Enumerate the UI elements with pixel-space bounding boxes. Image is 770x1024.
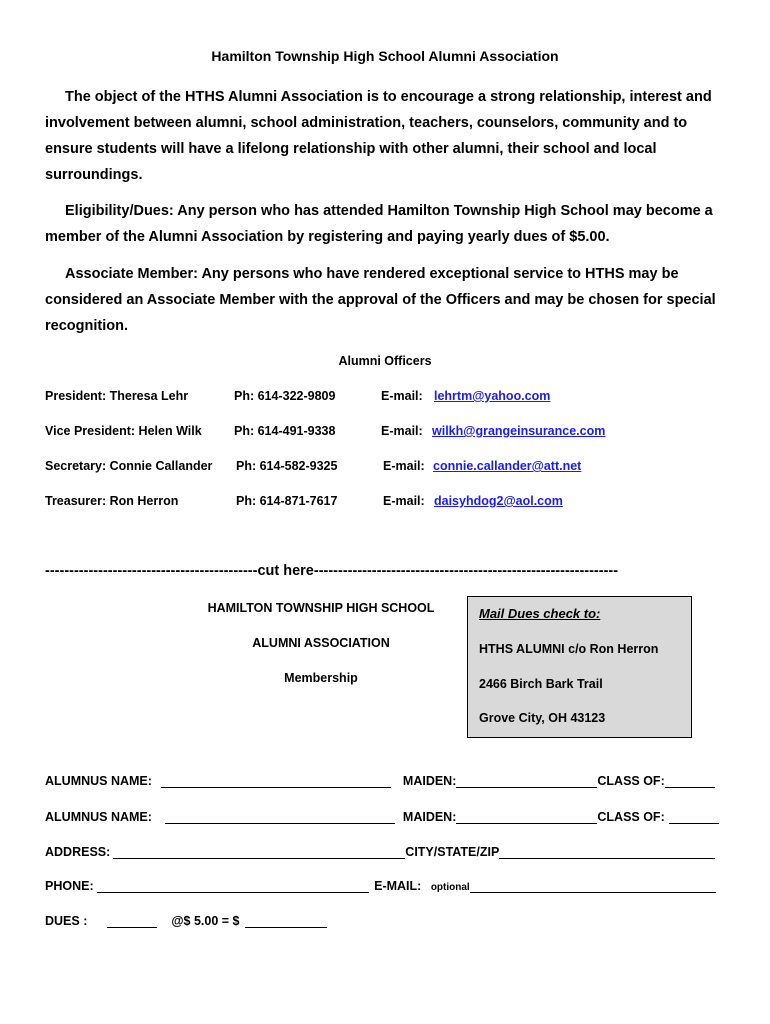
address-row [45, 845, 715, 859]
officer-phone: Ph: 614-322-9809 [234, 389, 336, 403]
maiden-field[interactable] [456, 774, 597, 788]
mail-address-line: Grove City, OH 43123 [479, 711, 606, 725]
maiden-field[interactable] [456, 810, 597, 824]
page-title: Hamilton Township High School Alumni Association [211, 48, 559, 64]
dues-row [45, 914, 327, 928]
phone-label: PHONE: [45, 879, 94, 893]
alumnus-name-field[interactable] [165, 810, 395, 824]
city-state-zip-field[interactable] [499, 845, 715, 859]
form-heading-membership: Membership [284, 671, 358, 685]
alumnus-name-label: ALUMNUS NAME: [45, 774, 152, 788]
object-paragraph: The object of the HTHS Alumni Association is to encourage a strong relationship, interest and involvement between alumni, school administration, teachers, counselors, community and to ensure students will have a lifelong relationship with other alumni, their school and local surroundings. [45, 89, 712, 183]
officer-phone: Ph: 614-582-9325 [236, 459, 338, 473]
email-optional-note: optional [430, 882, 470, 893]
alumnus-name-label: ALUMNUS NAME: [45, 810, 152, 824]
officer-role: Vice President: Helen Wilk [45, 424, 202, 438]
email-label: E-mail: [381, 389, 423, 403]
associate-member-paragraph: Associate Member: Any persons who have rendered exceptional service to HTHS may be considered an Associate Member with the approval of the Officers and may be chosen for special recognition. [45, 266, 716, 334]
maiden-label: MAIDEN: [402, 774, 457, 788]
officer-role: Secretary: Connie Callander [45, 459, 213, 473]
maiden-label: MAIDEN: [402, 810, 457, 824]
email-label: E-mail: [383, 459, 425, 473]
alumnus-row-2 [45, 810, 719, 824]
officer-email-link[interactable]: connie.callander@att.net [433, 459, 582, 473]
officer-phone: Ph: 614-491-9338 [234, 424, 336, 438]
phone-email-row [45, 879, 716, 893]
officer-role: President: Theresa Lehr [45, 389, 189, 403]
officer-email-link[interactable]: lehrtm@yahoo.com [434, 389, 551, 403]
address-label: ADDRESS: [45, 845, 111, 859]
officer-row-secretary [45, 459, 745, 479]
dues-rate-label: @$ 5.00 = $ [171, 914, 240, 928]
officer-row-vice-president [45, 424, 745, 444]
alumnus-name-field[interactable] [161, 774, 391, 788]
phone-field[interactable] [97, 879, 369, 893]
email-label: E-mail: [383, 494, 425, 508]
dues-quantity-field[interactable] [107, 914, 157, 928]
class-of-field[interactable] [669, 810, 719, 824]
alumnus-row-1 [45, 774, 715, 788]
class-of-label: CLASS OF: [597, 774, 665, 788]
dues-total-field[interactable] [245, 914, 327, 928]
officers-heading: Alumni Officers [338, 354, 432, 368]
officer-email-link[interactable]: wilkh@grangeinsurance.com [432, 424, 606, 438]
address-field[interactable] [113, 845, 405, 859]
cut-line: --------------------------------------------cut here--------------------------------------------------------------- [45, 563, 619, 579]
officer-phone: Ph: 614-871-7617 [236, 494, 338, 508]
form-heading-school: HAMILTON TOWNSHIP HIGH SCHOOL [207, 601, 435, 615]
officer-email-link[interactable]: daisyhdog2@aol.com [434, 494, 563, 508]
email-label: E-mail: [381, 424, 423, 438]
dues-label: DUES : [45, 914, 88, 928]
mail-address-line: 2466 Birch Bark Trail [479, 677, 603, 691]
email-field[interactable] [470, 879, 716, 893]
class-of-field[interactable] [665, 774, 715, 788]
class-of-label: CLASS OF: [597, 810, 665, 824]
form-heading-association: ALUMNI ASSOCIATION [252, 636, 390, 650]
email-label: E-MAIL: [374, 879, 422, 893]
mail-address-line: HTHS ALUMNI c/o Ron Herron [479, 642, 659, 656]
officer-row-president [45, 389, 745, 409]
mail-dues-heading: Mail Dues check to: [479, 606, 601, 621]
officer-role: Treasurer: Ron Herron [45, 494, 179, 508]
mail-dues-box [467, 596, 692, 738]
officer-row-treasurer [45, 494, 745, 514]
city-state-zip-label: CITY/STATE/ZIP [405, 845, 500, 859]
eligibility-paragraph: Eligibility/Dues: Any person who has attended Hamilton Township High School may become a member of the Alumni Association by registering and paying yearly dues of $5.00. [45, 203, 713, 245]
